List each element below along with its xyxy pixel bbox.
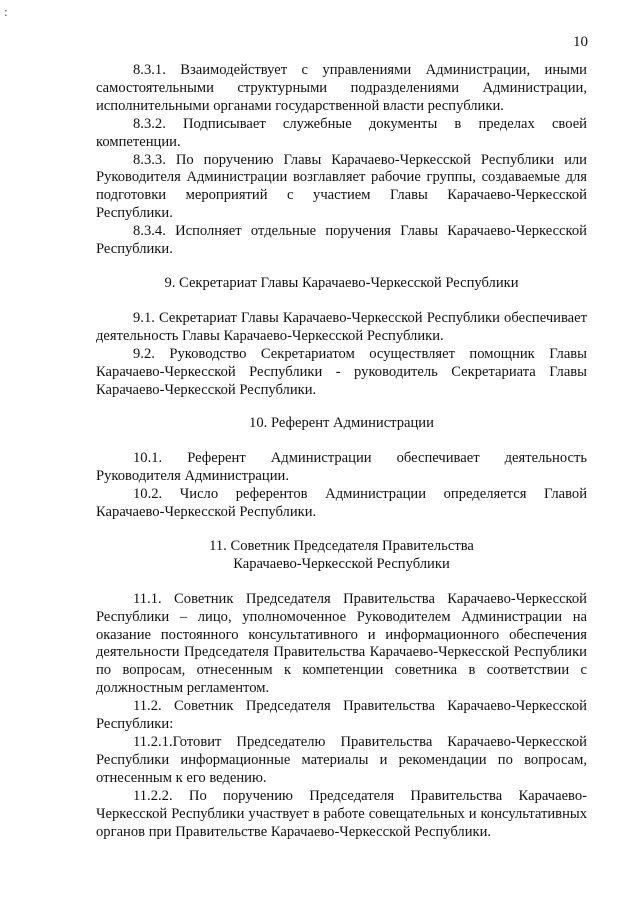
page-number: 10 xyxy=(573,34,588,50)
section-heading-11-line-1: 11. Советник Председателя Правительства xyxy=(209,537,474,554)
paragraph-8-3-4: 8.3.4. Исполняет отдельные поручения Главы Карачаево-Черкесской Республики. xyxy=(96,223,587,258)
section-heading-11 xyxy=(96,538,587,574)
paragraph-11-2-1: 11.2.1.Готовит Председателю Правительства Карачаево-Черкесской Республики информационные материалы и рекомендации по вопросам, отнесенным к его ведению. xyxy=(96,734,587,786)
document-body xyxy=(96,62,587,841)
margin-marks: : xyxy=(4,4,8,19)
paragraph-11-2-2: 11.2.2. По поручению Председателя Правительства Карачаево-Черкесской Республики участвует в работе совещательных и консультативных органов при Правительстве Карачаево-Черкесской Республики. xyxy=(96,787,587,840)
section-heading-11-line-2: Карачаево-Черкесской Республики xyxy=(233,555,450,572)
paragraph-11-2: 11.2. Советник Председателя Правительства Карачаево-Черкесской Республики: xyxy=(96,698,587,733)
paragraph-8-3-1: 8.3.1. Взаимодействует с управлениями Администрации, иными самостоятельными структурными подразделениями Администрации, исполнительными органами государственной власти республики. xyxy=(96,62,587,114)
paragraph-9-1: 9.1. Секретариат Главы Карачаево-Черкесской Республики обеспечивает деятельность Главы Карачаево-Черкесской Республики. xyxy=(96,309,587,344)
paragraph-10-1: 10.1. Референт Администрации обеспечивает деятельность Руководителя Администрации. xyxy=(96,450,587,485)
paragraph-10-2: 10.2. Число референтов Администрации определяется Главой Карачаево-Черкесской Республики. xyxy=(96,486,587,521)
paragraph-9-2: 9.2. Руководство Секретариатом осуществляет помощник Главы Карачаево-Черкесской Республики - руководитель Секретариата Главы Карачаево-Черкесской Республики. xyxy=(96,345,587,398)
section-heading-10: 10. Референт Администрации xyxy=(249,415,434,432)
paragraph-8-3-3: 8.3.3. По поручению Главы Карачаево-Черкесской Республики или Руководителя Администрации возглавляет рабочие группы, создаваемые для подготовки мероприятий с участием Главы Карачаево-Черкесской Республики. xyxy=(96,151,587,222)
paragraph-8-3-2: 8.3.2. Подписывает служебные документы в пределах своей компетенции. xyxy=(96,115,587,150)
section-heading-9: 9. Секретариат Главы Карачаево-Черкесской Республики xyxy=(164,274,519,291)
paragraph-11-1: 11.1. Советник Председателя Правительства Карачаево-Черкесской Республики – лицо, уполномоченное Руководителем Администрации на оказание постоянного консультативного и информационного обеспечения деятельности Председателя Правительства Карачаево-Черкесской Республики по вопросам, отнесенным к компетенции советника в соответствии с должностным регламентом. xyxy=(96,590,587,697)
